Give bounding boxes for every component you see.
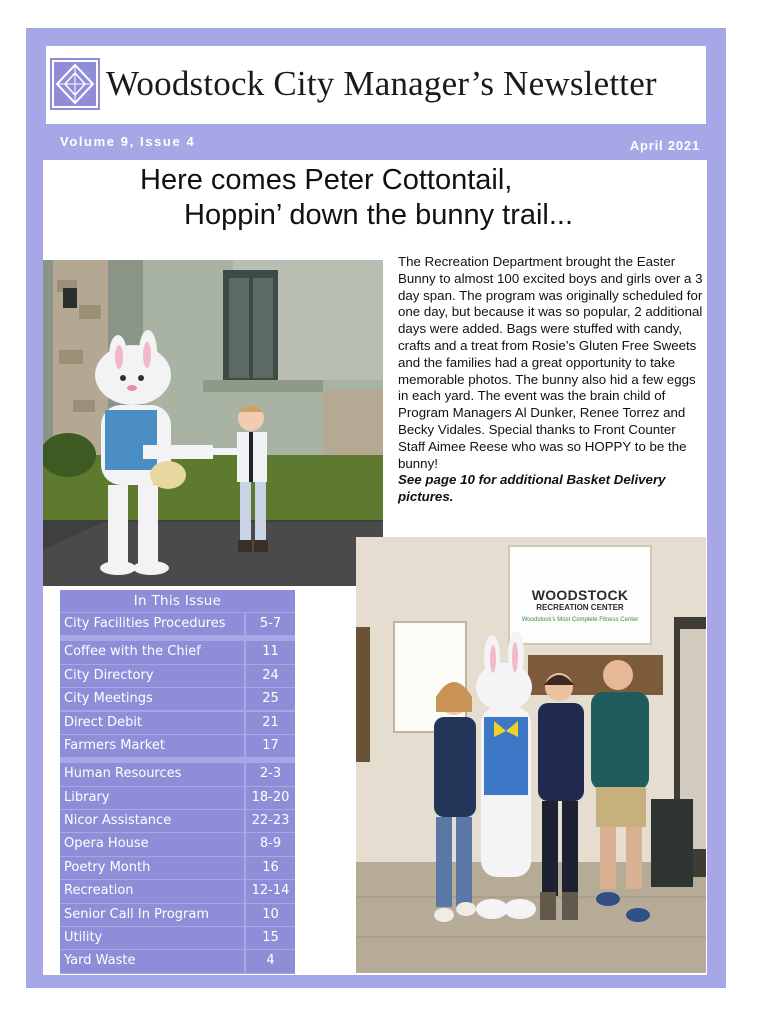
article-reference: See page 10 for additional Basket Delivery pictures.: [398, 472, 666, 505]
photo-bunny-with-child: [43, 260, 383, 586]
toc-row[interactable]: [60, 787, 295, 809]
toc-item-pages: 10: [246, 904, 295, 926]
toc-item-name: City Facilities Procedures: [60, 613, 244, 635]
sign-line-1: WOODSTOCK: [531, 587, 629, 603]
toc-item-name: Yard Waste: [60, 950, 244, 972]
volume-issue: Volume 9, Issue 4: [60, 134, 196, 149]
article-body: The Recreation Department brought the Easter Bunny to almost 100 excited boys and girls over a 3 day span. The program was originally scheduled for one day, but because it was so popular, 2 additional days were added. Bags were stuffed with candy, crafts and a treat from Rosie’s Gluten Free Sweets and the families had a great opportunity to take memorable photos. The bunny also hid a few eggs in each yard. The event was the brain child of Program Managers Al Dunker, Renee Torrez and Becky Vidales. Special thanks to Front Counter Staff Aimee Reese who was so HOPPY to be the bunny!: [398, 254, 703, 471]
toc-item-name: City Meetings: [60, 688, 244, 710]
toc-item-pages: 25: [246, 688, 295, 710]
toc-item-name: Farmers Market: [60, 735, 244, 757]
toc-item-pages: 5-7: [246, 613, 295, 635]
toc-item-pages: 24: [246, 665, 295, 687]
toc-row[interactable]: [60, 641, 295, 663]
toc-row[interactable]: [60, 950, 295, 972]
sign-line-2: RECREATION CENTER: [536, 603, 624, 612]
in-this-issue-table: [60, 590, 295, 974]
toc-item-name: Human Resources: [60, 763, 244, 785]
toc-item-pages: 22-23: [246, 810, 295, 832]
toc-item-name: Library: [60, 787, 244, 809]
toc-item-name: Opera House: [60, 833, 244, 855]
toc-item-pages: 21: [246, 712, 295, 734]
toc-row[interactable]: [60, 688, 295, 710]
toc-item-name: Coffee with the Chief: [60, 641, 244, 663]
toc-row[interactable]: [60, 810, 295, 832]
toc-item-pages: 4: [246, 950, 295, 972]
toc-item-name: Senior Call In Program: [60, 904, 244, 926]
toc-row[interactable]: [60, 735, 295, 757]
toc-row[interactable]: [60, 665, 295, 687]
sign-line-3: Woodstock’s Most Complete Fitness Center: [521, 617, 639, 623]
toc-item-name: Direct Debit: [60, 712, 244, 734]
toc-item-pages: 16: [246, 857, 295, 879]
issue-date: April 2021: [629, 138, 700, 153]
photo-recreation-center-group: [356, 537, 706, 973]
toc-item-pages: 17: [246, 735, 295, 757]
toc-row[interactable]: [60, 904, 295, 926]
toc-item-name: Utility: [60, 927, 244, 949]
diamond-emblem-icon: [50, 58, 100, 110]
toc-item-pages: 11: [246, 641, 295, 663]
newsletter-title: Woodstock City Manager’s Newsletter: [106, 64, 657, 103]
article-text: [398, 254, 706, 506]
toc-item-pages: 18-20: [246, 787, 295, 809]
toc-row[interactable]: [60, 880, 295, 902]
headline-line-1: Here comes Peter Cottontail,: [140, 164, 513, 196]
toc-row[interactable]: [60, 857, 295, 879]
toc-row[interactable]: [60, 763, 295, 785]
toc-item-name: Poetry Month: [60, 857, 244, 879]
toc-item-pages: 12-14: [246, 880, 295, 902]
toc-item-name: Recreation: [60, 880, 244, 902]
toc-heading: In This Issue: [60, 590, 295, 612]
toc-item-name: Nicor Assistance: [60, 810, 244, 832]
headline-line-2: Hoppin’ down the bunny trail...: [184, 199, 574, 231]
toc-row[interactable]: [60, 833, 295, 855]
toc-row[interactable]: [60, 927, 295, 949]
toc-item-pages: 8-9: [246, 833, 295, 855]
toc-row[interactable]: [60, 712, 295, 734]
toc-item-name: City Directory: [60, 665, 244, 687]
toc-item-pages: 15: [246, 927, 295, 949]
toc-row[interactable]: [60, 613, 295, 635]
toc-item-pages: 2-3: [246, 763, 295, 785]
